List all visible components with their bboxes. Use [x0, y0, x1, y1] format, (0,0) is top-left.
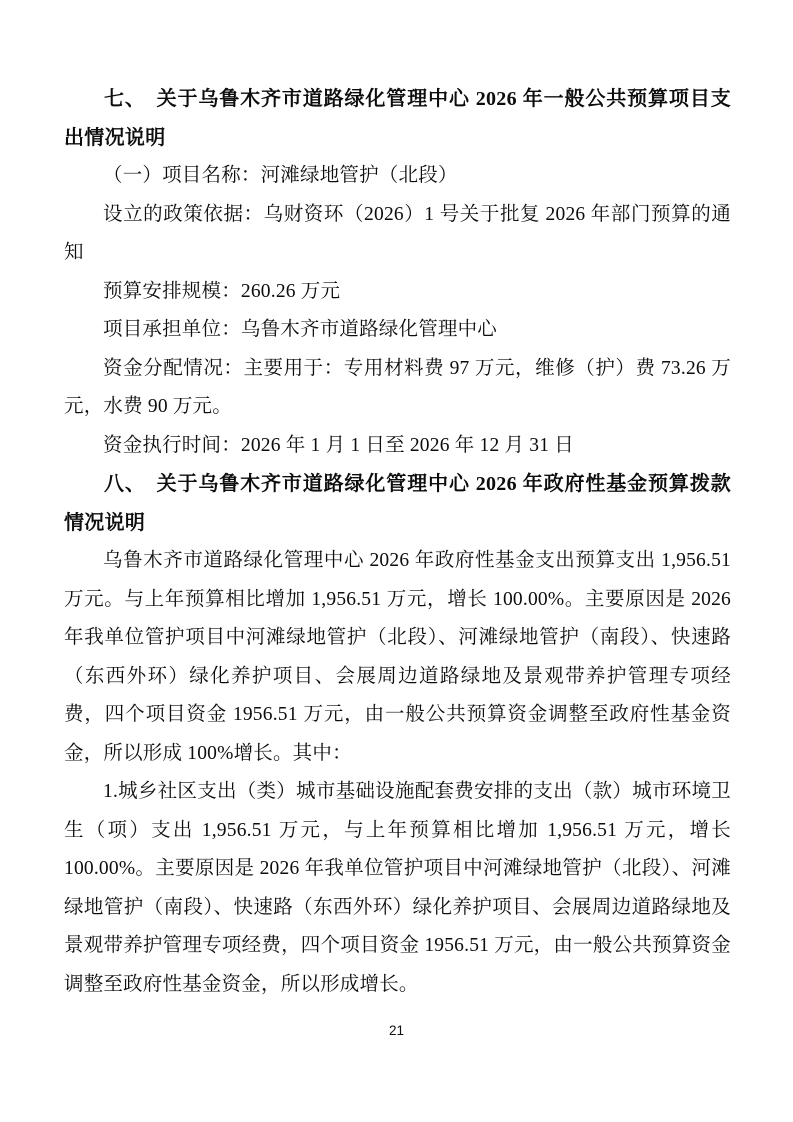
paragraph: （一）项目名称：河滩绿地管护（北段）: [103, 165, 458, 186]
paragraph: 乌鲁木齐市道路绿化管理中心 2026 年政府性基金支出预算支出 1,956.51 万元。与上年预算相比增加 1,956.51 万元，增长 100.00%。主要原因是 2026 年我单位管护项目中河滩绿地管护（北段）、河滩绿地管护（南段）、快速路（东西外环）绿化养护项目、会展周边道路绿地及景观带养护管理专项经费，四个项目资金 1956.51 万元，由一般公共预算资金调整至政府性基金资金，所以形成 100%增长。其中：: [64, 550, 731, 764]
paragraph: 项目承担单位：乌鲁木齐市道路绿化管理中心: [103, 319, 498, 340]
paragraph: 预算安排规模：260.26 万元: [103, 280, 341, 302]
paragraph: 设立的政策依据：乌财资环（2026）1 号关于批复 2026 年部门预算的通知: [64, 203, 731, 263]
paragraph: 1.城乡社区支出（类）城市基础设施配套费安排的支出（款）城市环境卫生（项）支出 1,956.51 万元，与上年预算相比增加 1,956.51 万元，增长 100.00%。主要原因是 2026 年我单位管护项目中河滩绿地管护（北段）、河滩绿地管护（南段）、快速路（东西外环）绿化养护项目、会展周边道路绿地及景观带养护管理专项经费，四个项目资金 1956.51 万元，由一般公共预算资金调整至政府性基金资金，所以形成增长。: [64, 781, 731, 995]
document-content: [64, 80, 731, 1004]
section-heading: 七、 关于乌鲁木齐市道路绿化管理中心 2026 年一般公共预算项目支出情况说明: [64, 88, 731, 149]
page-footer: [0, 1022, 793, 1040]
page-number: 21: [388, 1023, 405, 1038]
paragraph: 资金分配情况：主要用于：专用材料费 97 万元，维修（护）费 73.26 万元，水费 90 万元。: [64, 357, 731, 417]
section-heading: 八、 关于乌鲁木齐市道路绿化管理中心 2026 年政府性基金预算拨款情况说明: [64, 473, 731, 534]
paragraph: 资金执行时间：2026 年 1 月 1 日至 2026 年 12 月 31 日: [103, 434, 574, 456]
